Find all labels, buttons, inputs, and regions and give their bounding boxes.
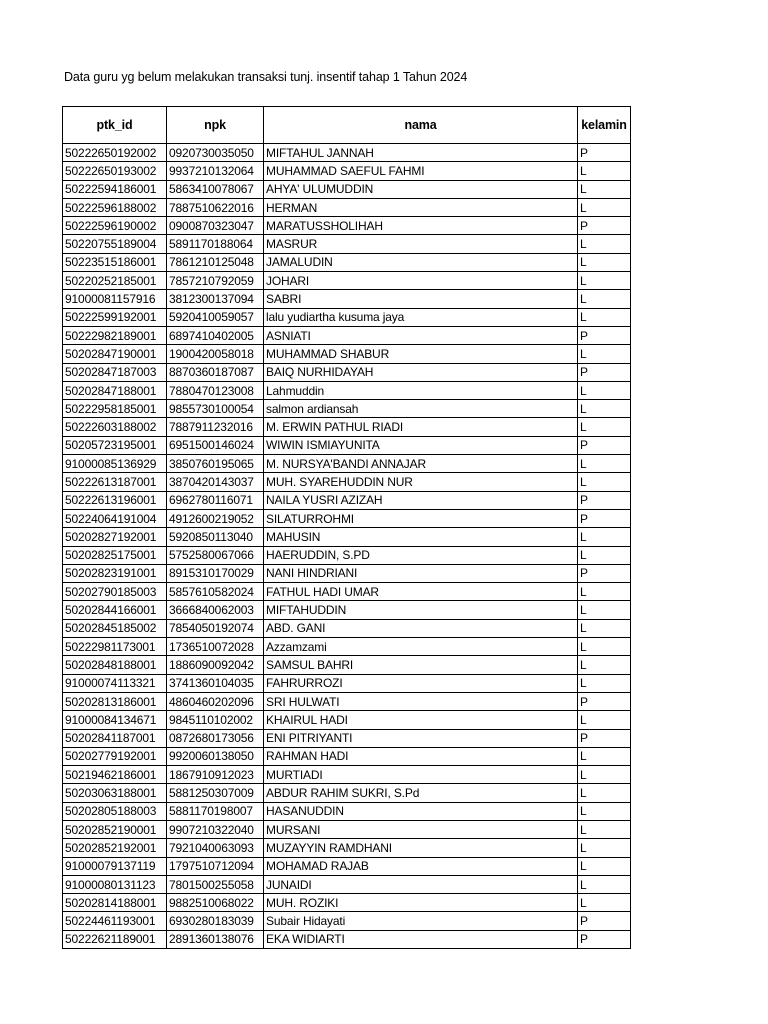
- cell-kelamin: P: [578, 692, 631, 710]
- cell-ptk-id: 50202848188001: [63, 656, 167, 674]
- cell-nama: RAHMAN HADI: [264, 747, 578, 765]
- cell-ptk-id: 50219462186001: [63, 766, 167, 784]
- cell-ptk-id: 50222603188002: [63, 418, 167, 436]
- cell-npk: 9920060138050: [167, 747, 264, 765]
- cell-kelamin: L: [578, 455, 631, 473]
- cell-kelamin: L: [578, 638, 631, 656]
- table-row: [63, 747, 631, 765]
- cell-kelamin: L: [578, 272, 631, 290]
- cell-kelamin: L: [578, 766, 631, 784]
- cell-npk: 1797510712094: [167, 857, 264, 875]
- cell-npk: 1900420058018: [167, 345, 264, 363]
- cell-ptk-id: 50222982189001: [63, 326, 167, 344]
- cell-nama: JUNAIDI: [264, 875, 578, 893]
- cell-npk: 9882510068022: [167, 894, 264, 912]
- cell-npk: 0900870323047: [167, 217, 264, 235]
- cell-nama: KHAIRUL HADI: [264, 711, 578, 729]
- cell-ptk-id: 50220252185001: [63, 272, 167, 290]
- cell-nama: HAERUDDIN, S.PD: [264, 546, 578, 564]
- cell-npk: 3870420143037: [167, 473, 264, 491]
- cell-npk: 5752580067066: [167, 546, 264, 564]
- cell-nama: MARATUSSHOLIHAH: [264, 217, 578, 235]
- cell-npk: 7861210125048: [167, 253, 264, 271]
- cell-npk: 6930280183039: [167, 912, 264, 930]
- cell-kelamin: P: [578, 491, 631, 509]
- cell-ptk-id: 50205723195001: [63, 436, 167, 454]
- table-row: [63, 308, 631, 326]
- table-row: [63, 162, 631, 180]
- cell-npk: 7887911232016: [167, 418, 264, 436]
- cell-ptk-id: 91000084134671: [63, 711, 167, 729]
- teacher-data-table: [62, 106, 631, 949]
- cell-npk: 4912600219052: [167, 509, 264, 527]
- cell-ptk-id: 50222596190002: [63, 217, 167, 235]
- cell-kelamin: L: [578, 180, 631, 198]
- cell-npk: 1736510072028: [167, 638, 264, 656]
- table-row: [63, 400, 631, 418]
- cell-nama: MURSANI: [264, 820, 578, 838]
- table-row: [63, 784, 631, 802]
- table-row: [63, 436, 631, 454]
- table-row: [63, 894, 631, 912]
- cell-npk: 6962780116071: [167, 491, 264, 509]
- column-header-nama: nama: [264, 107, 578, 144]
- cell-npk: 5881250307009: [167, 784, 264, 802]
- cell-nama: MUH. SYAREHUDDIN NUR: [264, 473, 578, 491]
- cell-kelamin: L: [578, 601, 631, 619]
- cell-npk: 1867910912023: [167, 766, 264, 784]
- cell-ptk-id: 91000081157916: [63, 290, 167, 308]
- cell-npk: 3812300137094: [167, 290, 264, 308]
- cell-nama: MUZAYYIN RAMDHANI: [264, 839, 578, 857]
- cell-ptk-id: 50222594186001: [63, 180, 167, 198]
- cell-kelamin: P: [578, 326, 631, 344]
- cell-nama: lalu yudiartha kusuma jaya: [264, 308, 578, 326]
- cell-npk: 9937210132064: [167, 162, 264, 180]
- table-row: [63, 930, 631, 948]
- table-row: [63, 326, 631, 344]
- cell-kelamin: L: [578, 345, 631, 363]
- cell-nama: MIFTAHUL JANNAH: [264, 144, 578, 162]
- cell-kelamin: L: [578, 802, 631, 820]
- cell-npk: 2891360138076: [167, 930, 264, 948]
- column-header-npk: npk: [167, 107, 264, 144]
- cell-ptk-id: 50202852190001: [63, 820, 167, 838]
- cell-kelamin: L: [578, 308, 631, 326]
- cell-nama: SAMSUL BAHRI: [264, 656, 578, 674]
- cell-kelamin: L: [578, 290, 631, 308]
- cell-ptk-id: 50222599192001: [63, 308, 167, 326]
- cell-nama: MIFTAHUDDIN: [264, 601, 578, 619]
- table-row: [63, 473, 631, 491]
- table-row: [63, 711, 631, 729]
- cell-ptk-id: 91000085136929: [63, 455, 167, 473]
- table-row: [63, 729, 631, 747]
- table-header-row: [63, 107, 631, 144]
- cell-ptk-id: 50202823191001: [63, 564, 167, 582]
- cell-nama: SABRI: [264, 290, 578, 308]
- cell-npk: 7880470123008: [167, 381, 264, 399]
- cell-ptk-id: 50203063188001: [63, 784, 167, 802]
- table-row: [63, 820, 631, 838]
- cell-npk: 7801500255058: [167, 875, 264, 893]
- cell-kelamin: P: [578, 912, 631, 930]
- table-row: [63, 345, 631, 363]
- cell-kelamin: P: [578, 144, 631, 162]
- cell-ptk-id: 50202813186001: [63, 692, 167, 710]
- cell-kelamin: P: [578, 729, 631, 747]
- column-header-ptk-id: ptk_id: [63, 107, 167, 144]
- table-row: [63, 235, 631, 253]
- cell-kelamin: L: [578, 674, 631, 692]
- cell-nama: HERMAN: [264, 198, 578, 216]
- cell-nama: MUHAMMAD SAEFUL FAHMI: [264, 162, 578, 180]
- cell-kelamin: L: [578, 619, 631, 637]
- cell-ptk-id: 91000080131123: [63, 875, 167, 893]
- table-row: [63, 802, 631, 820]
- cell-ptk-id: 50202847190001: [63, 345, 167, 363]
- table-row: [63, 601, 631, 619]
- cell-npk: 3741360104035: [167, 674, 264, 692]
- cell-npk: 5891170188064: [167, 235, 264, 253]
- table-row: [63, 363, 631, 381]
- table-row: [63, 656, 631, 674]
- cell-npk: 7854050192074: [167, 619, 264, 637]
- cell-ptk-id: 50202814188001: [63, 894, 167, 912]
- cell-kelamin: L: [578, 162, 631, 180]
- cell-ptk-id: 50222613187001: [63, 473, 167, 491]
- cell-nama: FATHUL HADI UMAR: [264, 583, 578, 601]
- cell-kelamin: P: [578, 217, 631, 235]
- cell-kelamin: L: [578, 546, 631, 564]
- cell-kelamin: P: [578, 363, 631, 381]
- cell-nama: ABD. GANI: [264, 619, 578, 637]
- table-row: [63, 509, 631, 527]
- cell-kelamin: L: [578, 528, 631, 546]
- cell-nama: Azzamzami: [264, 638, 578, 656]
- cell-npk: 8915310170029: [167, 564, 264, 582]
- cell-ptk-id: 91000079137119: [63, 857, 167, 875]
- cell-nama: SRI HULWATI: [264, 692, 578, 710]
- cell-nama: Lahmuddin: [264, 381, 578, 399]
- table-row: [63, 418, 631, 436]
- cell-nama: ASNIATI: [264, 326, 578, 344]
- cell-kelamin: L: [578, 711, 631, 729]
- cell-ptk-id: 91000074113321: [63, 674, 167, 692]
- table-row: [63, 198, 631, 216]
- cell-kelamin: L: [578, 381, 631, 399]
- cell-nama: MASRUR: [264, 235, 578, 253]
- table-row: [63, 491, 631, 509]
- table-row: [63, 857, 631, 875]
- cell-npk: 9845110102002: [167, 711, 264, 729]
- cell-ptk-id: 50202805188003: [63, 802, 167, 820]
- table-row: [63, 381, 631, 399]
- table-row: [63, 546, 631, 564]
- cell-kelamin: P: [578, 436, 631, 454]
- cell-ptk-id: 50202847188001: [63, 381, 167, 399]
- cell-ptk-id: 50202841187001: [63, 729, 167, 747]
- cell-npk: 9907210322040: [167, 820, 264, 838]
- table-row: [63, 692, 631, 710]
- cell-nama: EKA WIDIARTI: [264, 930, 578, 948]
- cell-ptk-id: 50202825175001: [63, 546, 167, 564]
- cell-ptk-id: 50222650192002: [63, 144, 167, 162]
- cell-npk: 5863410078067: [167, 180, 264, 198]
- cell-kelamin: L: [578, 400, 631, 418]
- cell-ptk-id: 50222613196001: [63, 491, 167, 509]
- cell-npk: 7857210792059: [167, 272, 264, 290]
- cell-ptk-id: 50222981173001: [63, 638, 167, 656]
- table-row: [63, 839, 631, 857]
- table-row: [63, 875, 631, 893]
- cell-ptk-id: 50202852192001: [63, 839, 167, 857]
- table-row: [63, 272, 631, 290]
- cell-ptk-id: 50202827192001: [63, 528, 167, 546]
- cell-nama: NAILA YUSRI AZIZAH: [264, 491, 578, 509]
- cell-nama: MOHAMAD RAJAB: [264, 857, 578, 875]
- cell-npk: 4860460202096: [167, 692, 264, 710]
- cell-kelamin: L: [578, 820, 631, 838]
- table-row: [63, 253, 631, 271]
- table-row: [63, 766, 631, 784]
- cell-ptk-id: 50202847187003: [63, 363, 167, 381]
- cell-ptk-id: 50224461193001: [63, 912, 167, 930]
- cell-npk: 8870360187087: [167, 363, 264, 381]
- cell-npk: 5920410059057: [167, 308, 264, 326]
- cell-npk: 6951500146024: [167, 436, 264, 454]
- cell-ptk-id: 50220755189004: [63, 235, 167, 253]
- cell-ptk-id: 50224064191004: [63, 509, 167, 527]
- table-row: [63, 674, 631, 692]
- cell-npk: 5920850113040: [167, 528, 264, 546]
- cell-nama: salmon ardiansah: [264, 400, 578, 418]
- cell-npk: 9855730100054: [167, 400, 264, 418]
- cell-npk: 3850760195065: [167, 455, 264, 473]
- cell-npk: 7921040063093: [167, 839, 264, 857]
- cell-nama: M. ERWIN PATHUL RIADI: [264, 418, 578, 436]
- cell-nama: JOHARI: [264, 272, 578, 290]
- cell-npk: 0872680173056: [167, 729, 264, 747]
- cell-nama: Subair Hidayati: [264, 912, 578, 930]
- cell-kelamin: L: [578, 857, 631, 875]
- cell-nama: WIWIN ISMIAYUNITA: [264, 436, 578, 454]
- cell-ptk-id: 50222650193002: [63, 162, 167, 180]
- cell-nama: AHYA' ULUMUDDIN: [264, 180, 578, 198]
- cell-npk: 5881170198007: [167, 802, 264, 820]
- cell-kelamin: L: [578, 747, 631, 765]
- cell-kelamin: L: [578, 656, 631, 674]
- cell-ptk-id: 50202845185002: [63, 619, 167, 637]
- cell-kelamin: P: [578, 564, 631, 582]
- cell-npk: 5857610582024: [167, 583, 264, 601]
- cell-nama: HASANUDDIN: [264, 802, 578, 820]
- cell-ptk-id: 50202844166001: [63, 601, 167, 619]
- cell-kelamin: L: [578, 253, 631, 271]
- table-row: [63, 619, 631, 637]
- table-row: [63, 912, 631, 930]
- cell-nama: FAHRURROZI: [264, 674, 578, 692]
- table-body: [63, 144, 631, 949]
- table-row: [63, 638, 631, 656]
- cell-npk: 3666840062003: [167, 601, 264, 619]
- cell-nama: ENI PITRIYANTI: [264, 729, 578, 747]
- cell-kelamin: L: [578, 418, 631, 436]
- cell-kelamin: L: [578, 583, 631, 601]
- table-row: [63, 180, 631, 198]
- table-row: [63, 217, 631, 235]
- cell-kelamin: L: [578, 198, 631, 216]
- cell-nama: JAMALUDIN: [264, 253, 578, 271]
- cell-nama: SILATURROHMI: [264, 509, 578, 527]
- cell-kelamin: L: [578, 894, 631, 912]
- table-row: [63, 528, 631, 546]
- cell-nama: BAIQ NURHIDAYAH: [264, 363, 578, 381]
- cell-ptk-id: 50222958185001: [63, 400, 167, 418]
- cell-nama: NANI HINDRIANI: [264, 564, 578, 582]
- cell-ptk-id: 50223515186001: [63, 253, 167, 271]
- cell-npk: 6897410402005: [167, 326, 264, 344]
- cell-nama: MUH. ROZIKI: [264, 894, 578, 912]
- cell-ptk-id: 50202779192001: [63, 747, 167, 765]
- cell-kelamin: L: [578, 473, 631, 491]
- table-row: [63, 290, 631, 308]
- cell-nama: M. NURSYA'BANDI ANNAJAR: [264, 455, 578, 473]
- cell-kelamin: L: [578, 235, 631, 253]
- cell-kelamin: P: [578, 509, 631, 527]
- cell-nama: MURTIADI: [264, 766, 578, 784]
- cell-kelamin: L: [578, 784, 631, 802]
- cell-npk: 1886090092042: [167, 656, 264, 674]
- table-row: [63, 455, 631, 473]
- cell-nama: MUHAMMAD SHABUR: [264, 345, 578, 363]
- cell-nama: MAHUSIN: [264, 528, 578, 546]
- table-row: [63, 144, 631, 162]
- cell-nama: ABDUR RAHIM SUKRI, S.Pd: [264, 784, 578, 802]
- cell-kelamin: L: [578, 839, 631, 857]
- table-row: [63, 564, 631, 582]
- table-row: [63, 583, 631, 601]
- cell-ptk-id: 50202790185003: [63, 583, 167, 601]
- cell-ptk-id: 50222596188002: [63, 198, 167, 216]
- cell-npk: 0920730035050: [167, 144, 264, 162]
- document-title: Data guru yg belum melakukan transaksi tunj. insentif tahap 1 Tahun 2024: [64, 70, 468, 84]
- cell-kelamin: P: [578, 930, 631, 948]
- cell-ptk-id: 50222621189001: [63, 930, 167, 948]
- cell-npk: 7887510622016: [167, 198, 264, 216]
- column-header-kelamin: kelamin: [578, 107, 631, 144]
- cell-kelamin: L: [578, 875, 631, 893]
